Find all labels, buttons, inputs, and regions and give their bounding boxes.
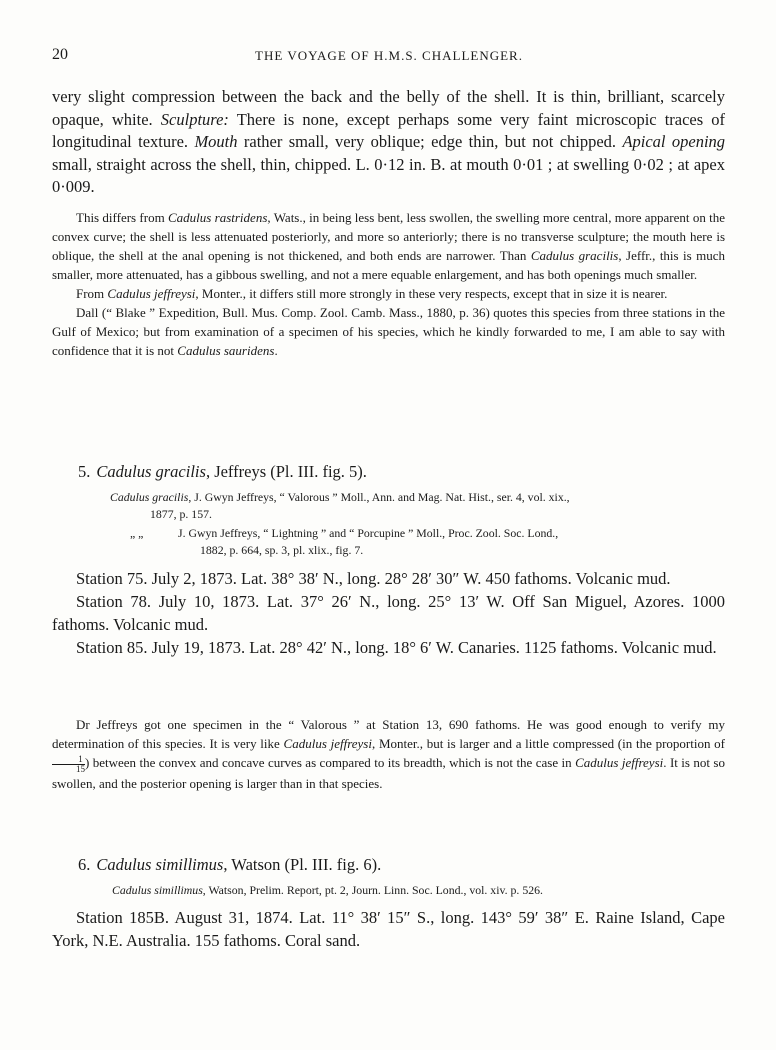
remark-text: . It is not so swollen, and the posterior opening is larger than in that species. [52, 755, 725, 791]
species-heading [78, 855, 381, 875]
remark-text: , Monter., it differs still more strongly in these very respects, except that in size it is nearer. [195, 286, 668, 301]
apical-label: Apical opening [622, 132, 726, 151]
running-title: THE VOYAGE OF H.M.S. CHALLENGER. [255, 48, 523, 63]
intro-text-4: small, straight across the shell, thin, chipped. L. 0·12 in. B. at mouth 0·01 ; at swelling 0·02 ; at apex 0·009. [52, 154, 725, 196]
remark-paragraph [52, 284, 725, 303]
station-entry: Station 85. July 19, 1873. Lat. 28° 42′ N., long. 18° 6′ W. Canaries. 1125 fathoms. Volcanic mud. [76, 638, 717, 657]
species-name: Cadulus jeffreysi [107, 286, 196, 301]
reference-species: Cadulus simillimus [112, 883, 203, 897]
remark-text: Dr Jeffreys got one specimen in the “ Valorous ” at Station 13, 690 fathoms. He was good enough to verify my determination of this species. It is very like [52, 717, 725, 751]
remarks-block [52, 208, 725, 360]
species-author: , Watson (Pl. III. fig. 6). [223, 855, 382, 874]
species-author: , Jeffreys (Pl. III. fig. 5). [205, 462, 367, 481]
species-number: 6. [78, 855, 91, 874]
intro-text-3: rather small, very oblique; edge thin, but not chipped. [243, 132, 617, 151]
reference-text: J. Gwyn Jeffreys, “ Lightning ” and “ Porcupine ” Moll., Proc. Zool. Soc. Lond., [178, 526, 559, 540]
reference-text: , Watson, Prelim. Report, pt. 2, Journ. Linn. Soc. Lond., vol. xiv. p. 526. [202, 883, 543, 897]
page-header [50, 46, 728, 68]
station-entry: Station 75. July 2, 1873. Lat. 38° 38′ N., long. 28° 28′ 30″ W. 450 fathoms. Volcanic mud. [76, 569, 671, 588]
remark-text: ) between the convex and concave curves as compared to its breadth, which is not the case in [85, 755, 572, 770]
intro-text-1: very slight compression between the back and the belly of the shell. It is thin, brilliant, scarcely opaque, white. [52, 87, 725, 129]
remark-paragraph [52, 303, 725, 360]
remark-text: , Wats., in being less bent, less swollen, the swelling more central, more apparent on the convex curve; the shell is less attenuated posteriorly, and more so anteriorly; there is no transverse sculpture; the mouth here is oblique, the shell at the anal opening is not thickened, and both ends are narrower. Than [52, 210, 726, 263]
species-name: Cadulus jeffreysi [575, 755, 664, 770]
ditto-marks: „ „ [130, 526, 144, 540]
intro-text-2: There is none, except perhaps some very faint microscopic traces of longitudinal texture. [52, 109, 726, 151]
reference-species: Cadulus gracilis [110, 490, 189, 504]
station-list [52, 567, 725, 659]
remark-text: Dall (“ Blake ” Expedition, Bull. Mus. Comp. Zool. Camb. Mass., 1880, p. 36) quotes this species from three stations in the Gulf of Mexico; but from examination of a specimen of his species, which he kindly forwarded to me, I am able to say with confidence that it is not [52, 305, 725, 358]
species-number: 5. [78, 462, 91, 481]
page-number: 20 [52, 46, 68, 63]
intro-paragraph [52, 86, 725, 199]
sculpture-label: Sculpture: [160, 109, 229, 129]
mouth-label: Mouth [194, 132, 238, 151]
remark-text: This differs from [76, 210, 165, 225]
species-name: Cadulus jeffreysi [283, 736, 372, 751]
reference-entry [130, 525, 730, 559]
species-name: Cadulus simillimus [96, 855, 224, 874]
reference-text: , J. Gwyn Jeffreys, “ Valorous ” Moll., Ann. and Mag. Nat. Hist., ser. 4, vol. xix., [188, 490, 570, 504]
reference-entry [110, 489, 730, 523]
species-name: Cadulus sauridens [177, 343, 275, 358]
fraction [52, 755, 85, 774]
station-entry: Station 78. July 10, 1873. Lat. 37° 26′ N., long. 25° 13′ W. Off San Miguel, Azores. 1000 fathoms. Volcanic mud. [52, 592, 725, 634]
remark-text: , Monter., but is larger and a little compressed (in the proportion of [371, 736, 725, 751]
remark-paragraph [52, 208, 725, 284]
reference-continuation: 1877, p. 157. [150, 507, 212, 521]
species-name: Cadulus gracilis [96, 462, 206, 481]
station-entry: Station 185B. August 31, 1874. Lat. 11° 38′ 15″ S., long. 143° 59′ 38″ E. Raine Island, Cape York, N.E. Australia. 155 fathoms. Coral sand. [52, 908, 725, 950]
remark-text: . [274, 343, 278, 358]
remark-text: From [76, 286, 105, 301]
reference-continuation: 1882, p. 664, sp. 3, pl. xlix., fig. 7. [200, 543, 364, 557]
remark-text: , Jeffr., this is much smaller, more attenuated, has a gibbous swelling, and not a mere equable enlargement, and has both openings much smaller. [52, 248, 726, 282]
reference-entry [112, 882, 732, 899]
fraction-numerator: 1 [52, 755, 85, 765]
species5-remark [52, 715, 725, 793]
fraction-denominator: 15 [76, 763, 85, 774]
species-heading [78, 462, 367, 482]
species-name: Cadulus gracilis [530, 248, 619, 263]
species-name: Cadulus rastridens [168, 210, 268, 225]
